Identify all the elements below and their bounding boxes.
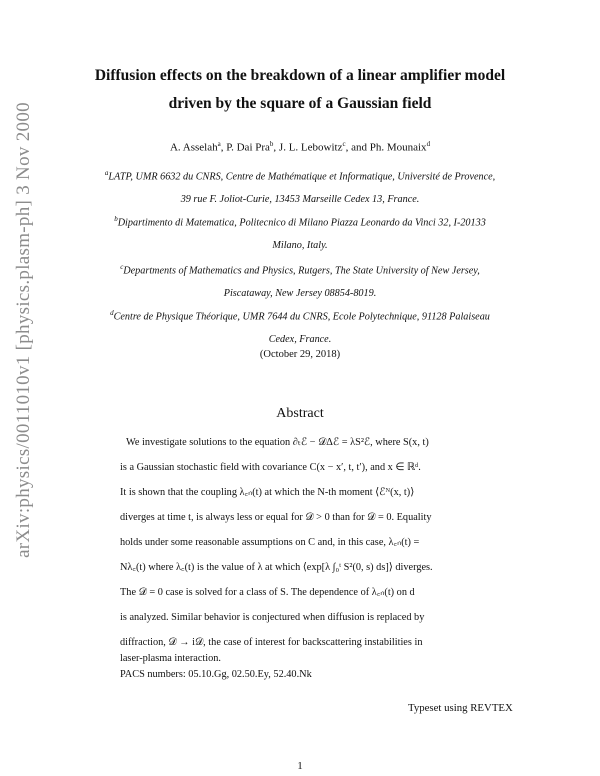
abstract-line: is analyzed. Similar behavior is conjectured when diffusion is replaced by <box>120 612 425 623</box>
abstract-heading: Abstract <box>276 406 324 421</box>
affiliation-line: 39 rue F. Joliot-Curie, 13453 Marseille Cedex 13, France. <box>180 194 420 206</box>
arxiv-identifier: arXiv:physics/0011010v1 [physics.plasm-ph] 3 Nov 2000 <box>13 102 34 558</box>
affiliation-line: LATP, UMR 6632 du CNRS, Centre de Mathématique et Informatique, Université de Provence, <box>108 171 496 183</box>
affiliation-d <box>70 302 530 351</box>
affiliation-line: Cedex, France. <box>268 334 332 346</box>
affiliation-line: Milano, Italy. <box>272 240 328 252</box>
affiliation-mark: a <box>104 169 109 177</box>
author-2: , P. Dai Pra <box>220 141 270 154</box>
affiliation-line: Piscataway, New Jersey 08854-8019. <box>223 288 377 300</box>
typeset-note: Typeset using REVTEX <box>408 702 513 714</box>
abstract-line: diffraction, 𝒟 → i𝒟, the case of interest for backscattering instabilities in <box>120 637 423 648</box>
abstract-line: laser-plasma interaction. <box>120 653 222 664</box>
affiliation-b <box>70 208 530 257</box>
affiliation-line: Departments of Mathematics and Physics, Rutgers, The State University of New Jersey, <box>123 265 480 277</box>
title-line-2: driven by the square of a Gaussian field <box>168 95 432 112</box>
affiliation-line: Centre de Physique Théorique, UMR 7644 du CNRS, Ecole Polytechnique, 91128 Palaiseau <box>113 311 490 323</box>
author-1: A. Asselah <box>169 141 218 154</box>
abstract-line: The 𝒟 = 0 case is solved for a class of S. The dependence of λ꜀ₙ(t) on d <box>120 587 415 598</box>
abstract-line: diverges at time t, is always less or equal for 𝒟 > 0 than for 𝒟 = 0. Equality <box>120 512 432 523</box>
abstract-line: holds under some reasonable assumptions on C and, in this case, λ꜀ₙ(t) = <box>120 537 420 548</box>
paper-title <box>60 62 540 118</box>
title-line-1: Diffusion effects on the breakdown of a linear amplifier model <box>94 67 506 84</box>
abstract-line: is a Gaussian stochastic field with covariance C(x − x′, t, t′), and x ∈ ℝᵈ. <box>120 462 421 473</box>
affiliation-mark: c <box>120 263 124 271</box>
author-3: , J. L. Lebowitz <box>273 141 343 154</box>
affiliation-c <box>70 256 530 305</box>
affiliation-mark: b <box>114 215 118 223</box>
pacs-numbers: PACS numbers: 05.10.Gg, 02.50.Ey, 52.40.Nk <box>120 669 312 680</box>
abstract-line: Nλ꜀(t) where λ꜀(t) is the value of λ at which ⟨exp[λ ∫₀ᵗ S²(0, s) ds]⟩ diverges. <box>120 562 433 573</box>
abstract-line: We investigate solutions to the equation ∂ₜℰ − 𝒟Δℰ = λS²ℰ, where S(x, t) <box>126 437 429 448</box>
author-list <box>60 140 540 154</box>
author-1-affil-mark: a <box>217 140 221 148</box>
affiliation-a <box>70 162 530 211</box>
affiliation-line: Dipartimento di Matematica, Politecnico di Milano Piazza Leonardo da Vinci 32, I-20133 <box>117 217 486 229</box>
author-3-affil-mark: c <box>342 140 346 148</box>
paper-date: (October 29, 2018) <box>259 349 341 360</box>
author-4-affil-mark: d <box>426 140 431 148</box>
arxiv-sidebar-stamp <box>4 60 44 600</box>
page-number: 1 <box>297 760 303 772</box>
author-4: , and Ph. Mounaix <box>345 141 427 154</box>
abstract-line: It is shown that the coupling λ꜀ₙ(t) at which the N-th moment ⟨ℰᴺ(x, t)⟩ <box>120 487 415 498</box>
affiliation-mark: d <box>110 309 114 317</box>
author-2-affil-mark: b <box>269 140 274 148</box>
